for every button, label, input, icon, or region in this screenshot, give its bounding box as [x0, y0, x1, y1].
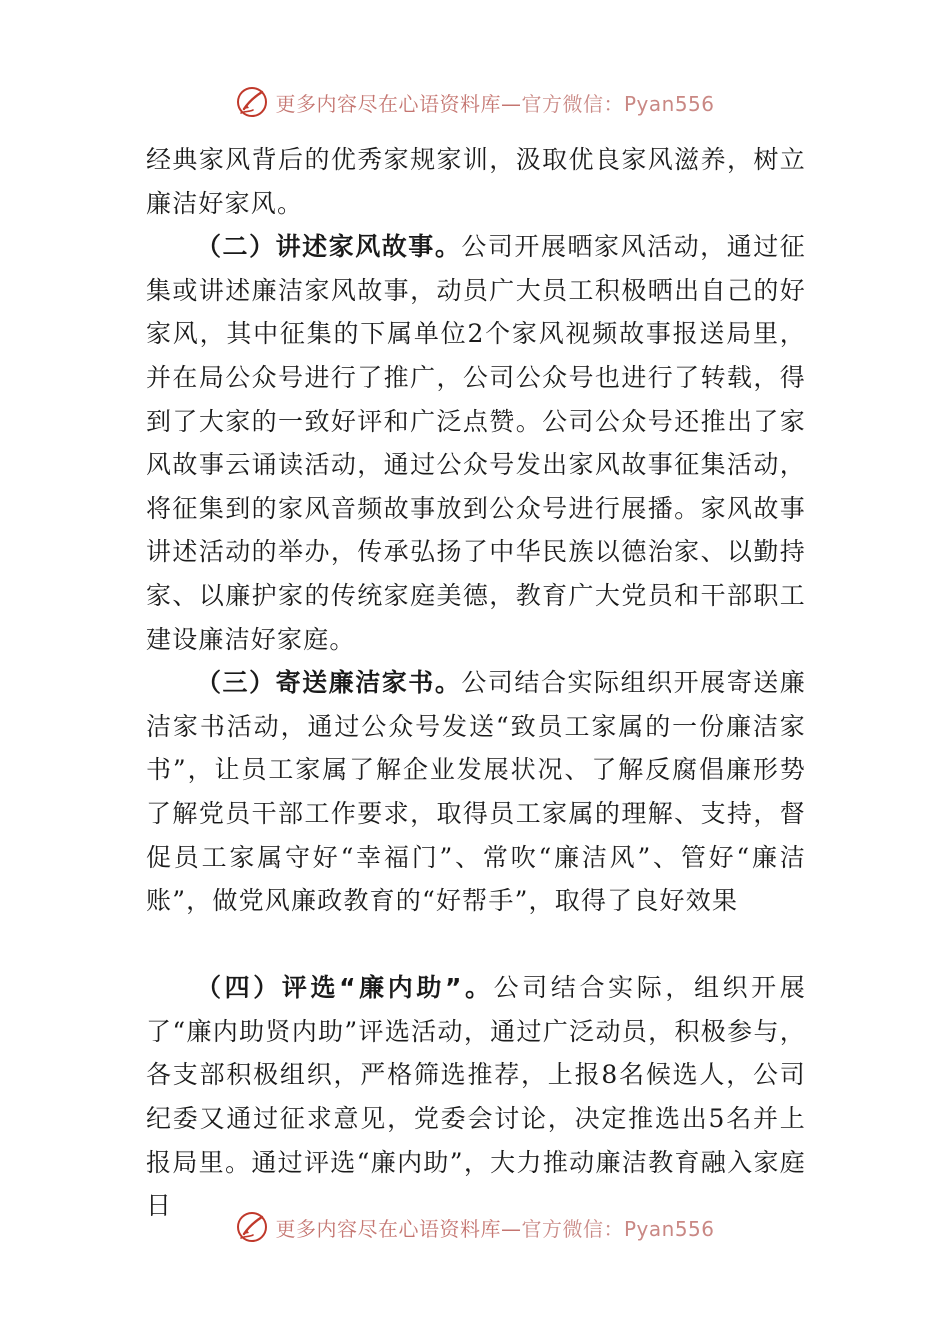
- blank-line: [146, 923, 806, 967]
- watermark-text: 更多内容尽在心语资料库—官方微信：Pyan556: [275, 1216, 715, 1241]
- paragraph-integrity-partner: （四）评选“廉内助”。公司结合实际，组织开展了“廉内助贤内助”评选活动，通过广泛动员，积极参与，各支部积极组织，严格筛选推荐，上报8名候选人，公司纪委又通过征求意见，党委会讨论，决定推选出5名并上报局里。通过评选“廉内助”，大力推动廉洁教育融入家庭日: [146, 973, 807, 1221]
- paragraph-family-stories: （二）讲述家风故事。公司开展晒家风活动，通过征集或讲述廉洁家风故事，动员广大员工积极晒出自己的好家风，其中征集的下属单位2个家风视频故事报送局里，并在局公众号进行了推广，公司公众号也进行了转载，得到了大家的一致好评和广泛点赞。公司公众号还推出了家风故事云诵读活动，通过公众号发出家风故事征集活动，将征集到的家风音频故事放到公众号进行展播。家风故事讲述活动的举办，传承弘扬了中华民族以德治家、以勤持家、以廉护家的传统家庭美德，教育广大党员和干部职工建设廉洁好家庭。: [146, 232, 806, 654]
- watermark-text: 更多内容尽在心语资料库—官方微信：Pyan556: [275, 91, 715, 116]
- section-heading: （四）评选“廉内助”。: [196, 973, 494, 1003]
- footer-watermark: [0, 1207, 950, 1247]
- paragraph-integrity-letters: （三）寄送廉洁家书。公司结合实际组织开展寄送廉洁家书活动，通过公众号发送“致员工家属的一份廉洁家书”，让员工家属了解企业发展状况、了解反腐倡廉形势了解党员干部工作要求，取得员工家属的理解、支持，督促员工家属守好“幸福门”、常吹“廉洁风”、管好“廉洁账”，做党风廉政教育的“好帮手”，取得了良好效果: [146, 668, 806, 916]
- header-watermark: [0, 82, 950, 122]
- section-heading: （三）寄送廉洁家书。: [196, 668, 462, 698]
- document-body: [146, 138, 806, 1228]
- pen-logo-icon: [235, 1210, 269, 1244]
- section-heading: （二）讲述家风故事。: [196, 232, 462, 262]
- pen-logo-icon: [235, 85, 269, 119]
- paragraph-continuation: 经典家风背后的优秀家规家训，汲取优良家风滋养，树立廉洁好家风。: [146, 145, 806, 218]
